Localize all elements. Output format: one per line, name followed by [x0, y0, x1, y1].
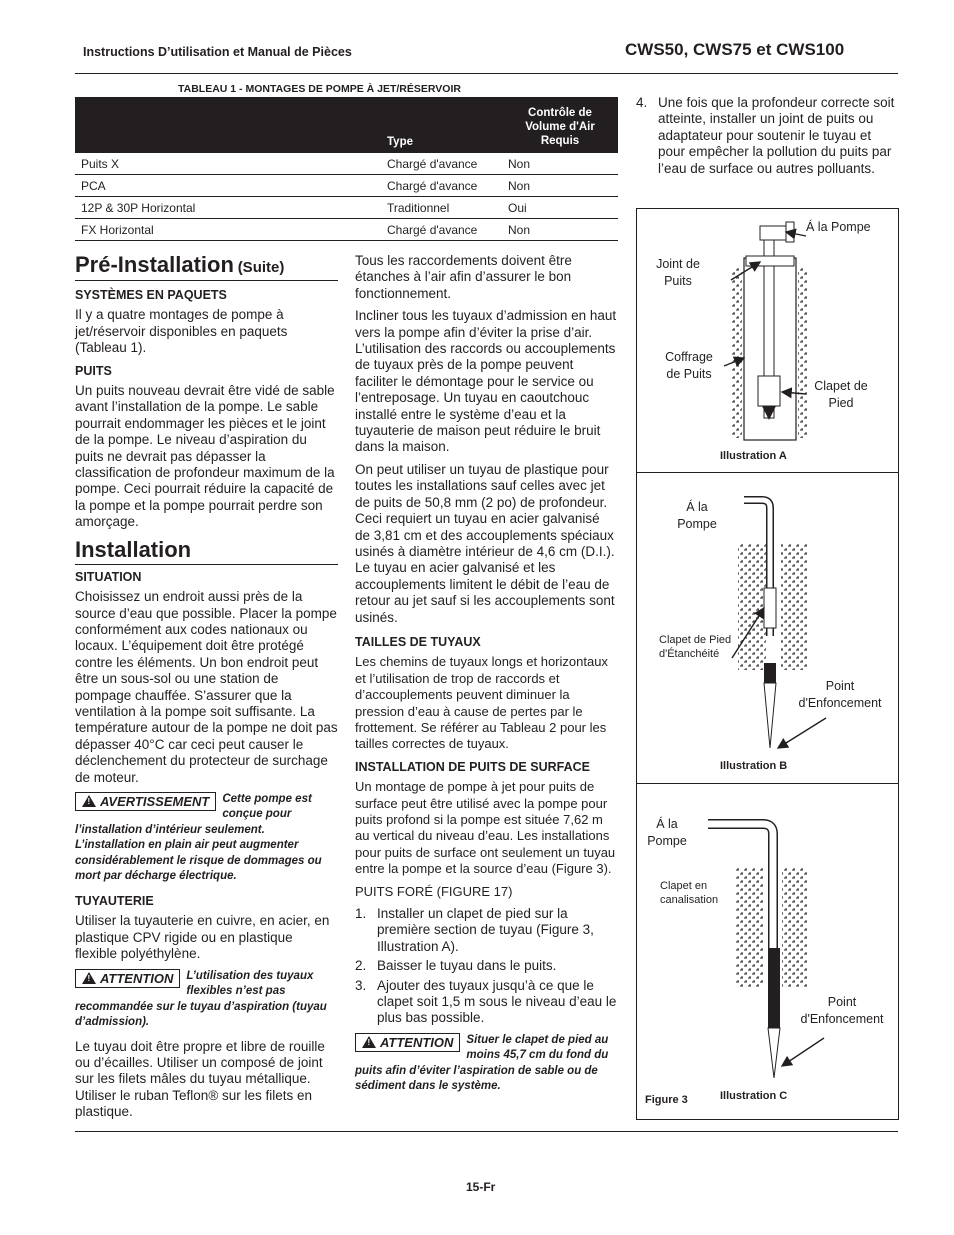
table-cell: Traditionnel [381, 197, 502, 219]
situation-heading: SITUATION [75, 569, 142, 584]
caption-illustration-c: Illustration C [720, 1090, 788, 1102]
caution-label: ATTENTION [380, 1034, 454, 1050]
warning-text: Cette pompe est conçue pour l’installation d’intérieur seulement. L’installation en plain air peut augmenter considérablement le risque de dommages ou mort par décharge électrique. [75, 792, 322, 883]
install-title: Installation [75, 536, 192, 562]
header-model-names: CWS50, CWS75 et CWS100 [625, 40, 845, 59]
label-c-pompe: Á la Pompe [647, 817, 687, 848]
caution-block-2 [355, 1033, 618, 1095]
table-cell: Chargé d'avance [381, 153, 502, 175]
surface-heading: INSTALLATION DE PUITS DE SURFACE [355, 759, 590, 774]
header-rule [75, 73, 898, 74]
label-b-pompe: Á la Pompe [677, 500, 717, 531]
table-row [75, 153, 618, 175]
preinstall-suffix: (Suite) [237, 259, 285, 276]
step-text: Installer un clapet de pied sur la première section de tuyau (Figure 3, Illustration A). [377, 906, 594, 954]
table-row [75, 197, 618, 219]
caution-text: L’utilisation des tuyaux flexibles n’est pas recommandée sur le tuyau d’aspiration (tuyau d’admission). [75, 969, 327, 1029]
illustration-c [708, 824, 824, 1078]
tuyauterie-heading: TUYAUTERIE [75, 893, 154, 908]
preinstall-heading [75, 252, 338, 281]
puits-text: Un puits nouveau devrait être vidé de sable avant l’installation de la pompe. Le sable pourrait endommager les pièces et le joint de la pompe. Le niveau d’aspiration du puits ne devrait pas dépasser la classification de profondeur maximum de la pompe. Ceci pourrait réduire la capacité de la pompe et la pompe pourrait perdre son amorçage. [75, 383, 335, 530]
tailles-text: Les chemins de tuyaux longs et horizontaux et l’utilisation de trop de raccords et d’accouplements peuvent diminuer la pression d’eau à cause de pertes par le frottement. Se référer au Tableau 2 pour les tailles correctes de tuyaux. [355, 654, 608, 752]
caution-text: Situer le clapet de pied au moins 45,7 cm du fond du puits afin d’éviter l’aspiration de sable ou de sédiment dans le système. [355, 1033, 609, 1093]
caption-illustration-a: Illustration A [720, 450, 787, 462]
warning-label: AVERTISSEMENT [100, 793, 210, 809]
list-item [355, 906, 618, 955]
step-number: 4. [636, 95, 648, 110]
table-cell: Oui [502, 197, 618, 219]
table1-title: TABLEAU 1 - MONTAGES DE POMPE À JET/RÉSERVOIR [178, 83, 461, 95]
table-cell: FX Horizontal [75, 219, 381, 241]
step-number: 2. [355, 958, 367, 974]
plastique-text: On peut utiliser un tuyau de plastique pour toutes les installations sauf celles avec jet de puits de 50,8 mm (2 po) de profondeur. Ceci requiert un tuyau en acier galvanisé de 3,81 cm et des accouplements spéciaux usinés à diamètre intérieur de 4,6 cm (D.I.). Le tuyau en acier galvanisé et les accouplements limitent le débit de l’eau de retour au jet sauf si les accouplements sont usinés. [355, 461, 615, 625]
warning-icon: ! [82, 795, 96, 807]
label-a-pompe: Á la Pompe [806, 220, 871, 234]
caution-badge [355, 1033, 460, 1053]
tuyau-text: Le tuyau doit être propre et libre de rouille ou d’écailles. Utiliser un composé de joint sur les filets mâles du tuyau métallique. Utiliser le ruban Teflon® sur les filets en plastique. [75, 1038, 325, 1120]
list-item [355, 958, 618, 974]
step-number: 1. [355, 906, 367, 922]
table-cell: Non [502, 175, 618, 197]
table1-header-cell: Type [381, 97, 502, 153]
step-number: 3. [355, 977, 367, 993]
label-a-joint: Joint de Puits [656, 257, 700, 288]
situation-text: Choisissez un endroit aussi près de la source d’eau que possible. Placer la pompe conformément aux codes nationaux ou locaux. L’équipement doit être protégé contre les éléments. Un bon endroit peut être un sous-sol ou une station de pompage chauffée. S’assurer que la ventilation à la pompe soit suffisante. La température autour de la pompe ne doit pas dépasser 40°C car ceci peut causer le déclenchement du protecteur de surchage de moteur. [75, 589, 338, 785]
surface-text: Un montage de pompe à jet pour puits de surface peut être utilisé avec la pompe pour puits profond si la pompe est située 7,62 m au vertical du niveau d’eau. Les installations pour puits de surface ont seulement un tuyau entre la pompe et la source d’eau (Figure 3). [355, 779, 616, 877]
caution-block [75, 969, 338, 1031]
install-steps [355, 906, 618, 1027]
warning-badge [75, 792, 216, 812]
preinstall-title: Pré-Installation [75, 252, 234, 277]
caution-badge [75, 969, 180, 989]
install-heading [75, 537, 338, 565]
table-cell: 12P & 30P Horizontal [75, 197, 381, 219]
footer-rule [75, 1131, 898, 1132]
table-cell: Puits X [75, 153, 381, 175]
warning-block [75, 792, 338, 885]
table1 [75, 97, 618, 241]
figure-label: Figure 3 [645, 1094, 688, 1106]
page-number: 15-Fr [466, 1180, 496, 1194]
header-manual-title: Instructions D’utilisation et Manual de Pièces [83, 45, 352, 59]
label-b-clapet: Clapet de Pied d'Étanchéité [659, 634, 732, 660]
step-text: Ajouter des tuyaux jusqu’à ce que le clapet soit 1,5 m sous le niveau d’eau le plus bas possible. [377, 977, 617, 1026]
table1-header-row [75, 97, 618, 153]
caption-illustration-b: Illustration B [720, 760, 788, 772]
table1-header-cell [75, 97, 381, 153]
label-a-clapet: Clapet de Pied [814, 379, 868, 410]
column-middle [355, 253, 618, 1103]
table-cell: Non [502, 153, 618, 175]
label-a-coffrage: Coffrage de Puits [665, 350, 713, 381]
puits-fore-label: PUITS FORÉ (FIGURE 17) [355, 883, 513, 899]
column-left [75, 252, 338, 1127]
incliner-text: Incliner tous les tuyaux d’admission en haut vers la pompe afin d’éviter la prise d’air. L’utilisation des raccords ou accouplements de tuyaux près de la pompe peuvent faciliter le démontage pour le service ou l’entreposage. Un tuyau en caoutchouc installé entre le système d’eau et la tuyauterie de maison peut réduire le bruit dans la maison. [355, 308, 617, 455]
table-cell: PCA [75, 175, 381, 197]
figure-3-drawing [636, 208, 898, 1118]
illustration-a [724, 222, 808, 440]
step-text: Une fois que la profondeur correcte soit atteinte, installer un joint de puits ou adaptateur pour soutenir le tuyau et pour empêcher la pollution du puits par l’eau de surface ou autres polluants. [658, 95, 895, 176]
label-c-point: Point d'Enfoncement [800, 995, 884, 1026]
warning-icon: ! [362, 1036, 376, 1048]
warning-icon: ! [82, 972, 96, 984]
systemes-heading: SYSTÈMES EN PAQUETS [75, 288, 227, 302]
table1-header-cell: Contrôle de Volume d'Air Requis [502, 97, 618, 153]
step-text: Baisser le tuyau dans le puits. [377, 958, 557, 974]
step-4 [636, 95, 898, 177]
tuyauterie-text: Utiliser la tuyauterie en cuivre, en acier, en plastique CPV rigide ou en plastique flexible polyéthylène. [75, 913, 330, 962]
caution-label: ATTENTION [100, 970, 174, 986]
tailles-heading: TAILLES DE TUYAUX [355, 634, 481, 649]
table-row [75, 175, 618, 197]
table-row [75, 219, 618, 241]
table-cell: Non [502, 219, 618, 241]
table-cell: Chargé d'avance [381, 219, 502, 241]
list-item [355, 978, 618, 1027]
systemes-text: Il y a quatre montages de pompe à jet/réservoir disponibles en paquets (Tableau 1). [75, 307, 288, 356]
raccordements-text: Tous les raccordements doivent être étanches à l’air afin d’assurer le bon fonctionnement. [355, 253, 572, 301]
puits-heading: PUITS [75, 363, 112, 378]
table-cell: Chargé d'avance [381, 175, 502, 197]
label-c-clapet: Clapet en canalisation [660, 880, 719, 906]
column-right [636, 95, 898, 177]
label-b-point: Point d'Enfoncement [798, 679, 882, 710]
